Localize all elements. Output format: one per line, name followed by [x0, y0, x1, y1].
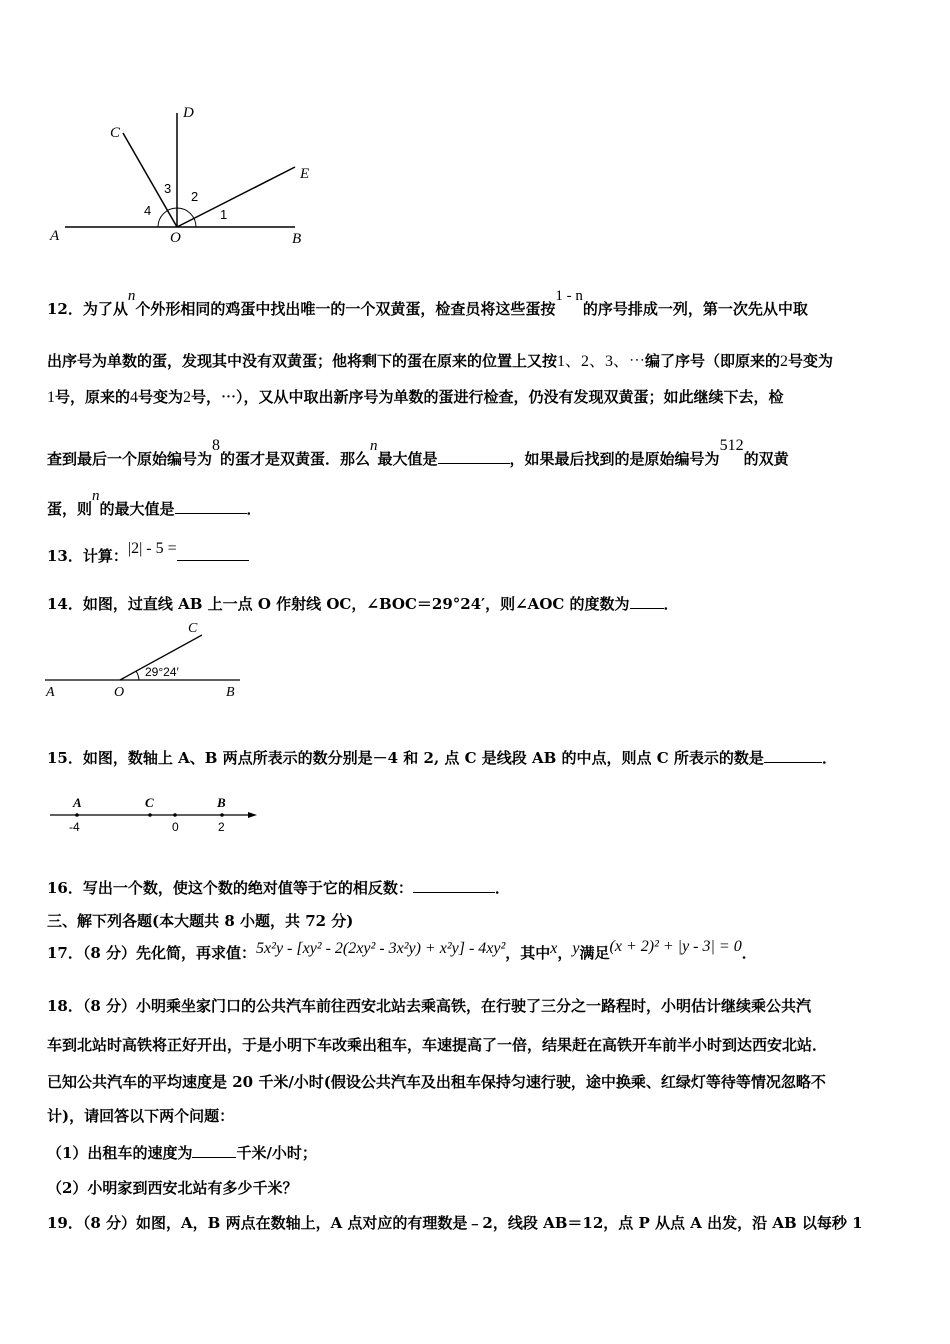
q14-label-A: A: [46, 685, 55, 700]
q14-label-B: B: [226, 685, 235, 700]
label-point-A: A: [73, 795, 82, 810]
point-O: [173, 813, 177, 817]
point-A: [75, 813, 79, 817]
q14-label-C: C: [188, 621, 198, 636]
angle-mark-1: 1: [220, 207, 228, 222]
q14-angle-value: 29°24′: [145, 665, 179, 679]
q13-answer-blank[interactable]: [177, 546, 249, 561]
q18-line-4: 计)，请回答以下两个问题：: [47, 1107, 235, 1125]
label-C: C: [110, 125, 121, 141]
q16-answer-blank[interactable]: [413, 878, 495, 893]
angle-mark-4: 4: [144, 203, 152, 218]
q14-diagram: [40, 618, 250, 703]
label-D: D: [183, 105, 194, 121]
label-B: B: [292, 231, 302, 247]
number-line-arrow: [248, 812, 257, 818]
q18-sub-1: （1）出租车的速度为 千米/小时；: [47, 1144, 317, 1162]
q15-answer-blank[interactable]: [764, 748, 822, 763]
q14-label-O: O: [114, 685, 125, 700]
point-C: [148, 813, 152, 817]
q13-line: 13．计算：|2| - 5 =: [47, 545, 249, 566]
tick-label-neg4: -4: [69, 820, 80, 834]
q12-answer-blank-1[interactable]: [438, 449, 510, 464]
q12-answer-blank-2[interactable]: [175, 499, 247, 514]
q12-line-2: 出序号为单数的蛋，发现其中没有双黄蛋；他将剩下的蛋在原来的位置上又按1、2、3、⋯编了序号（即原来的2号变为: [47, 352, 834, 370]
q12-line-4: 查到最后一个原始编号为8的蛋才是双黄蛋．那么n最大值是 ，如果最后找到的是原始编号为512的双黄: [47, 437, 789, 468]
label-point-C: C: [145, 795, 154, 810]
angle-mark-2: 2: [191, 189, 199, 204]
label-E: E: [300, 166, 310, 182]
q12-line-3: 1号，原来的4号变为2号，⋯），又从中取出新序号为单数的蛋进行检查，仍没有发现双黄蛋；如此继续下去，检: [47, 388, 784, 406]
label-point-B: B: [217, 795, 226, 810]
q17-line: 17．（8 分）先化简，再求值：5x²y - [xy² - 2(2xy² - 3x²y) + x²y] - 4xy²，其中x，y满足(x + 2)² + |y - 3| = 0．: [47, 938, 757, 962]
q18-line-2: 车到北站时高铁将正好开出，于是小明下车改乘出租车，车速提高了一倍，结果赶在高铁开车前半小时到达西安北站．: [47, 1036, 828, 1054]
q12-line-5: 蛋，则n的最大值是 ．: [47, 488, 262, 518]
q15-number-line: [45, 795, 265, 840]
label-O: O: [170, 230, 181, 246]
q16-line: 16．写出一个数，使这个数的绝对值等于它的相反数： ．: [47, 879, 510, 897]
q14-angle-arc: [136, 671, 139, 680]
q18-sub-2: （2）小明家到西安北站有多少千米？: [47, 1179, 298, 1197]
q18-line-3: 已知公共汽车的平均速度是 20 千米/小时(假设公共汽车及出租车保持匀速行驶，途中换乘、红绿灯等待等情况忽略不: [47, 1073, 826, 1091]
q19-line-1: 19．（8 分）如图，A，B 两点在数轴上，A 点对应的有理数是﹣2，线段 AB＝12，点 P 从点 A 出发，沿 AB 以每秒 1: [47, 1214, 863, 1232]
q18-answer-blank[interactable]: [192, 1143, 236, 1158]
angle-mark-3: 3: [164, 181, 172, 196]
point-B: [220, 813, 224, 817]
angle-diagram: [40, 95, 340, 255]
section-3-heading: 三、解下列各题(本大题共 8 小题，共 72 分): [47, 912, 354, 930]
q12-line-1: 12．为了从n个外形相同的鸡蛋中找出唯一的一个双黄蛋，检查员将这些蛋按1 - n的序号排成一列，第一次先从中取: [47, 288, 808, 318]
label-A: A: [50, 228, 60, 244]
tick-label-0: 0: [172, 820, 179, 834]
tick-label-2: 2: [218, 820, 225, 834]
q15-line: 15．如图，数轴上 A、B 两点所表示的数分别是－4 和 2, 点 C 是线段 AB 的中点，则点 C 所表示的数是 ．: [47, 749, 837, 767]
q14-line: 14．如图，过直线 AB 上一点 O 作射线 OC，∠BOC＝29°24′，则∠AOC 的度数为 ．: [47, 595, 679, 613]
q14-answer-blank[interactable]: [630, 594, 664, 609]
q18-line-1: 18．（8 分）小明乘坐家门口的公共汽车前往西安北站去乘高铁，在行驶了三分之一路程时，小明估计继续乘公共汽: [47, 997, 812, 1015]
